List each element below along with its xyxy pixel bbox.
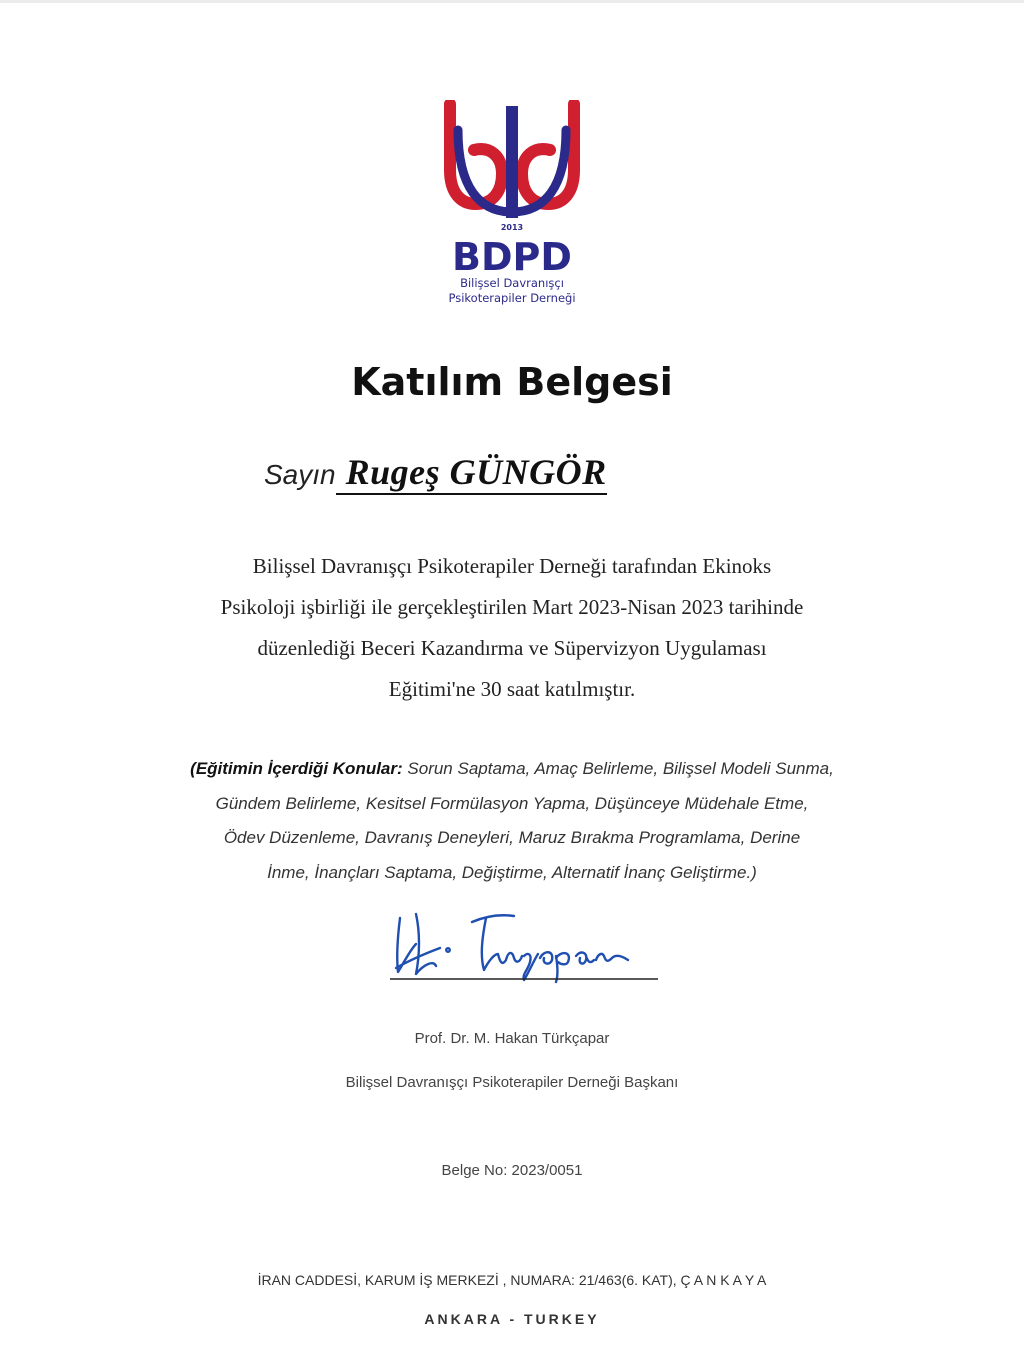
body-line: Bilişsel Davranışçı Psikoterapiler Derneği tarafından Ekinoks xyxy=(252,554,772,578)
topics-first-line: Sorun Saptama, Amaç Belirleme, Bilişsel Modeli Sunma, xyxy=(402,759,834,778)
top-border xyxy=(0,0,1024,3)
topics-line: İnme, İnançları Saptama, Değiştirme, Alternatif İnanç Geliştirme.) xyxy=(267,862,757,882)
document-number: Belge No: 2023/0051 xyxy=(441,1162,583,1179)
training-topics xyxy=(110,752,914,890)
recipient-line xyxy=(264,452,607,502)
recipient-name: Rugeş GÜNGÖR xyxy=(336,452,607,495)
logo-subtitle-line1: Bilişsel Davranışçı xyxy=(460,276,564,290)
logo-year: 2013 xyxy=(500,223,524,232)
signature-graphic xyxy=(390,904,660,984)
footer-city: ANKARA - TURKEY xyxy=(424,1311,600,1327)
salutation: Sayın xyxy=(264,459,336,490)
body-line: düzenlediği Beceri Kazandırma ve Süpervizyon Uygulaması xyxy=(257,636,767,660)
bdpd-logo-graphic xyxy=(436,100,588,316)
topics-label: (Eğitimin İçerdiği Konular: xyxy=(190,759,403,778)
footer-address: İRAN CADDESİ, KARUM İŞ MERKEZİ , NUMARA: 21/463(6. KAT), Ç A N K A Y A xyxy=(257,1272,767,1288)
logo-acronym: BDPD xyxy=(452,235,572,279)
body-line: Eğitimi'ne 30 saat katılmıştır. xyxy=(388,677,636,701)
certificate-body xyxy=(112,546,912,710)
certificate-title: Katılım Belgesi xyxy=(351,360,673,404)
body-line: Psikoloji işbirliği ile gerçekleştirilen Mart 2023-Nisan 2023 tarihinde xyxy=(220,595,804,619)
bdpd-logo xyxy=(436,100,588,316)
signer-name: Prof. Dr. M. Hakan Türkçapar xyxy=(414,1030,610,1047)
logo-subtitle-line2: Psikoterapiler Derneği xyxy=(448,291,576,305)
signature xyxy=(390,904,660,984)
topics-line xyxy=(110,752,914,787)
topics-line: Ödev Düzenleme, Davranış Deneyleri, Maruz Bırakma Programlama, Derine xyxy=(223,828,801,847)
topics-line: Gündem Belirleme, Kesitsel Formülasyon Yapma, Düşünceye Müdehale Etme, xyxy=(215,793,809,813)
signer-title: Bilişsel Davranışçı Psikoterapiler Derneği Başkanı xyxy=(345,1074,679,1091)
